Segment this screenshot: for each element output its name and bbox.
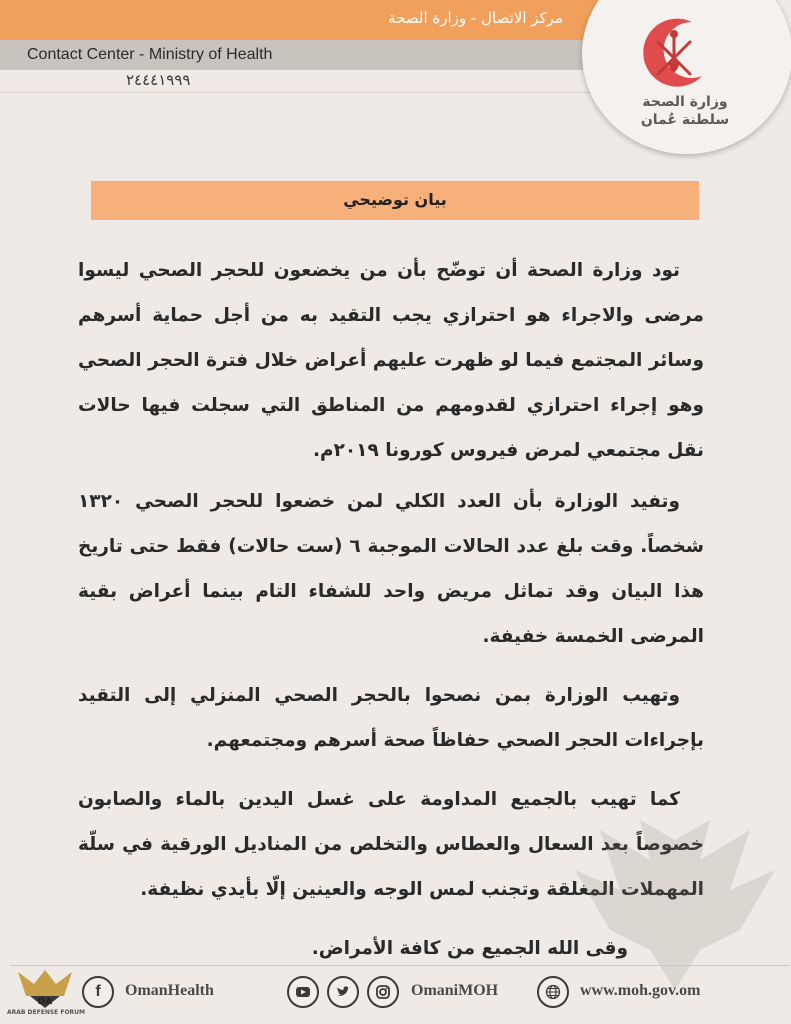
- logo-ministry-name: وزارة الصحة: [642, 94, 728, 110]
- paragraph-1: تود وزارة الصحة أن توضّح بأن من يخضعون للحجر الصحي ليسوا مرضى والاجراء هو احترازي يجب التقيد به من أجل حماية أسرهم وسائر المجتمع فيما لو ظهرت عليهم أعراض خلال فترة الحجر الصحي وهو إجراء احترازي لقدومهم من المناطق التي سجلت فيها حالات نقل مجتمعي لمرض فيروس كورونا ٢٠١٩م.: [78, 260, 704, 461]
- contact-phone: ٢٤٤٤١٩٩٩: [126, 71, 191, 89]
- header-arabic-title: مركز الاتصال - وزارة الصحة: [388, 9, 563, 27]
- paragraph-2: وتفيد الوزارة بأن العدد الكلي لمن خضعوا للحجر الصحي ١٣٢٠ شخصاً. وقت بلغ عدد الحالات الموجبة ٦ (ست حالات) فقط حتى تاريخ هذا البيان وقد تماثل مريض واحد للشفاء التام بينما أعراض بقية المرضى الخمسة خفيفة.: [78, 491, 704, 647]
- footer-bar: [0, 962, 791, 1024]
- facebook-handle[interactable]: OmanHealth: [125, 982, 214, 999]
- paragraph-4: كما تهيب بالجميع المداومة على غسل اليدين بالماء والصابون خصوصاً بعد السعال والعطاس والتخلص من المناديل الورقية في سلّة المهملات المغلقة وتجنب لمس الوجه والعينين إلّا بأيدي نظيفة.: [78, 789, 704, 900]
- badge-caption: ARAB DEFENSE FORUM: [6, 1009, 86, 1016]
- website-link[interactable]: www.moh.gov.om: [580, 982, 701, 999]
- footer-divider: [10, 965, 790, 966]
- header-english-title: Contact Center - Ministry of Health: [27, 46, 273, 63]
- header-divider: [0, 92, 590, 93]
- social-handle[interactable]: OmaniMOH: [411, 982, 499, 999]
- paragraph-5: وقى الله الجميع من كافة الأمراض.: [311, 938, 628, 959]
- facebook-icon[interactable]: f: [82, 976, 114, 1008]
- statement-title-band: [91, 181, 699, 220]
- statement-title: بيان توضيحي: [343, 190, 447, 209]
- paragraph-3: وتهيب الوزارة بمن نصحوا بالحجر الصحي المنزلي إلى التقيد بإجراءات الحجر الصحي حفاظاً صحة أسرهم ومجتمعهم.: [78, 685, 704, 751]
- instagram-icon[interactable]: [367, 976, 399, 1008]
- ministry-emblem-icon: [630, 12, 716, 96]
- logo-country-name: سلطنة عُمان: [640, 112, 730, 128]
- svg-text:DA: DA: [37, 997, 53, 1007]
- globe-icon[interactable]: [537, 976, 569, 1008]
- twitter-icon[interactable]: [327, 976, 359, 1008]
- youtube-icon[interactable]: [287, 976, 319, 1008]
